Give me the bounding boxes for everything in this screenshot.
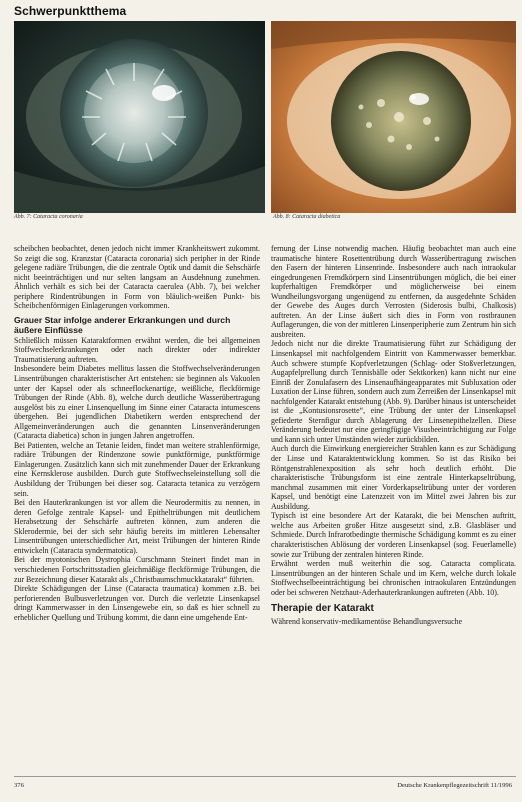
section-label: Schwerpunktthema — [14, 4, 127, 18]
footer-rule — [14, 776, 516, 777]
figure-cataracta-diabetica — [271, 21, 516, 213]
paragraph: Schließlich müssen Kataraktformen erwähnt werden, die bei allgemeinen Stoffwechselerkrankungen oder nach direkter oder indirekter Traumatisierung auftreten. — [14, 335, 260, 364]
paragraph: Bei den Hauterkrankungen ist vor allem die Neurodermitis zu nennen, in deren Gefolge zentrale Kapsel- und Epitheltrübungen mit deutlichem Herabsetzung der Sehschärfe auftreten können, zum anderen die Sklerodermie, bei der sich sehr häufig bereits im mittleren Lebensalter Linsentrübungen unterschiedlicher Art, meist Trübungen der hinteren Rinde entwickeln (Cataracta syndermatotica). — [14, 498, 260, 555]
text-column-right — [271, 244, 516, 627]
paragraph: Auch durch die Einwirkung energiereicher Strahlen kann es zur Schädigung der Linse und Kataraktentwicklung kommen. So ist das Risiko bei Röntgenstrahlenexposition als sehr hoch deutlich erhöht. Die charakteristische Trübungsform ist eine zentrale Hinterkapseltrübung, manchmal zusammen mit einer Vorderkapseltrübung unter der vorderen Kapsel, und benötigt eine Latenzzeit von im Mittel zwei Jahren bis zur Ausbildung. — [271, 444, 516, 511]
figure-cataracta-coronaria — [14, 21, 265, 213]
page-number: 376 — [14, 782, 24, 789]
paragraph: Jedoch nicht nur die direkte Traumatisierung führt zur Schädigung der Linsenkapsel mit nachfolgendem Eintritt von Kammerwasser bemerkbar. Auch schwere stumpfe Kopfverletzungen (Schlag- oder Stoßverletzungen, Augapfelprellung durch Tennisbälle oder Sektkorken) kann nicht nur eine Einriß der Zonulafasern des Linsenaufhängeapparates mit Subluxation oder Luxation der Linse führen, sondern auch zum Zerreißen der Linsenkapsel mit nachfolgender Katarakt entstehung (Abb. 9). Darüber hinaus ist unterscheidet ist die „Kontusionsrosette“, eine Trübung der unter der Linsenkapsel gefiederte Sternfigur durch Ablagerung der Linsenepithelzellen. Diese Veränderung bedeutet nur eine geringfügige Visusbeeinträchtigung zur Folge und kann sich unter Umständen wieder zurückbilden. — [271, 339, 516, 444]
eye-photo-2 — [271, 21, 516, 213]
paragraph: Insbesondere beim Diabetes mellitus lassen die Stoffwechselveränderungen Linsentrübungen charakteristischer Art entstehen: sie beginnen als Vakuolen unter der Kapsel oder als schneeflockenartige, weißliche, fleckförmige Trübungen der Rinde (Abb. 8), welche durch deutliche Wasserübertragung ausgelöst bis zu einer Linsenquellung im Sinne einer Cataracta intumescens übergehen. Bei jugendlichen Diabetikern werden entsprechend der Allgemeinveränderungen auch die genannten Linsenveränderungen (Cataracta diabetica) schon in jungen Jahren angetroffen. — [14, 364, 260, 441]
paragraph: fernung der Linse notwendig machen. Häufig beobachtet man auch eine traumatische hintere Rosettentrübung durch Wasserübertragung zwischen den Fasern der hinteren Linsenrinde. Insbesondere auch nach intraokular eingedrungenen Fremdkörpern sind Linsentrübungen möglich, die bei einer kupferhaltigen Fremdkörper und möglicherweise bei einem Wundheilungsvorgang ungenügend zu entfernen, da ausgedehnte Schäden der Gewebe des Auges durch Verrosten (Siderosis bulbi, Chalkosis) auftreten. An der Linse äußert sich dies in Form von rostbraunen Auflagerungen, die von der mittleren Linsenperipherie zum Zentrum hin sich ausbreiten. — [271, 244, 516, 339]
paragraph: Erwähnt werden muß weiterhin die sog. Cataracta complicata. Linsentrübungen an der hinteren Schale und im Kern, welche durch lokale Stoffwechselbeeinträchtigung bei chronischen intraokularen Entzündungen oder bei schweren Netzhaut-Aderhauterkrankungen auftreten (Abb. 10). — [271, 559, 516, 597]
paragraph: Bei Patienten, welche an Tetanie leiden, findet man weitere strahlenförmige, radiäre Trübungen der Rindenzone sowie punktförmige, punktförmige Einlagerungen. Zusätzlich kann sich mit zunehmender Dauer der Erkrankung eine Kernsklerose ausbilden. Durch gute Stoffwechseleinstellung soll die Ausbildung der Trübungen bei dieser sog. Cataracta tetanica zu verzögern sein. — [14, 440, 260, 498]
figure-caption: Abb. 7: Cataracta coronaria — [14, 214, 83, 220]
text-column-left — [14, 244, 260, 622]
journal-name: Deutsche Krankenpflegezeitschrift 11/1996 — [397, 782, 512, 789]
paragraph: Typisch ist eine besondere Art der Katarakt, die bei Menschen auftritt, welche aus Arbeiten großer Hitze ausgesetzt sind, z.B. Glasbläser und Schmiede. Durch Infrarotbedingte thermische Schädigung kommt es zu einer charakteristischen Ablösung der vorderen Linsenkapsel (sog. Feuerlamelle) sowie zur Trübung der zentralen hinteren Rinde. — [271, 511, 516, 559]
section-heading: Therapie der Katarakt — [271, 603, 374, 615]
paragraph: Bei der myotonischen Dystrophia Curschmann Steinert findet man in verschiedenen Fortschrittsstadien gleichmäßige fleckförmige Trübungen, die zur Bezeichnung dieser Katarakt als „Christbaumschmuckkatarakt“ führten. — [14, 555, 260, 584]
section-heading: Grauer Star infolge anderer Erkrankungen und durch äußere Einflüsse — [14, 314, 231, 335]
paragraph: Während konservativ-medikamentöse Behandlungsversuche — [271, 617, 463, 627]
paragraph: scheibchen beobachtet, denen jedoch nicht immer Krankheitswert zukommt. So zeigt die sog. Kranzstar (Cataracta coronaria) sich peripher in der Rinde gelegene radiäre Trübungen, die die zentrale Optik und damit die Sehschärfe nicht beeinträchtigen und nur selten langsam an Ausdehnung zunehmen. Ähnlich verhält es sich bei der Cataracta caerulea (Abb. 7), bei welcher periphere Rindentrübungen in Form von bläulich-weißen Punkt- bis Scheibchenförmigen Einlagerungen vorkommen. — [14, 244, 260, 311]
figure-caption: Abb. 8: Cataracta diabetica — [273, 214, 341, 220]
eye-photo-1 — [14, 21, 265, 213]
paragraph: Direkte Schädigungen der Linse (Cataracta traumatica) kommen z.B. bei perforierenden Bulbusverletzungen vor. Durch die verletzte Linsenkapsel dringt Kammerwasser in den Linsengewebe ein, so daß es hier schnell zu erheblicher Quellung und Trübung kommt, die dann eine umgehende Ent- — [14, 584, 260, 622]
